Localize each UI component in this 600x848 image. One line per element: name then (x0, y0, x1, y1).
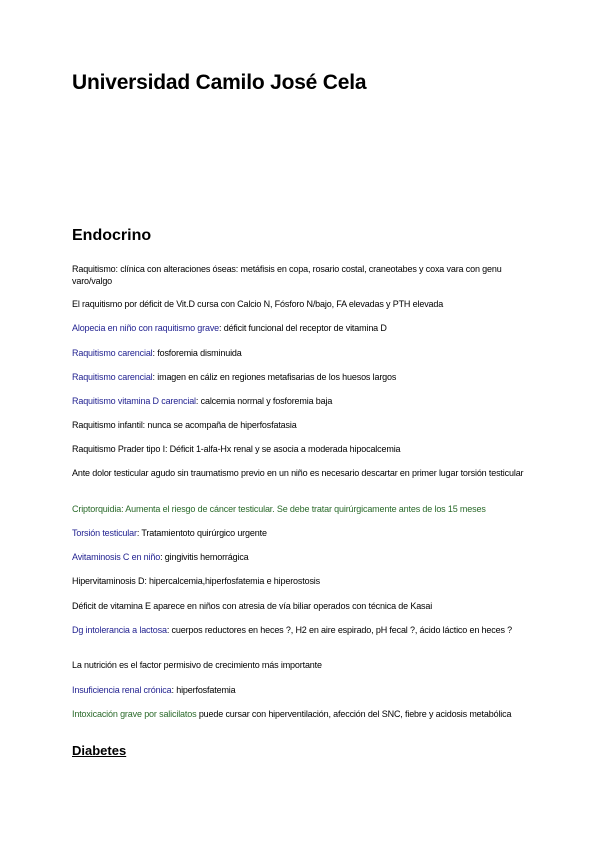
entry-text: : cuerpos reductores en heces ?, H2 en aire espirado, pH fecal ?, ácido láctico en heces ? (166, 625, 513, 635)
entry-lead: Intoxicación grave por salicilatos (72, 709, 197, 719)
list-item (72, 708, 528, 720)
entry-text: : gingivitis hemorrágica (160, 552, 249, 562)
list-item (72, 503, 528, 515)
entry-lead: Alopecia en niño con raquitismo grave (72, 323, 220, 333)
entry-lead: Insuficiencia renal crónica (72, 685, 172, 695)
list-item (72, 395, 528, 407)
entry-lead: Torsión testicular (72, 528, 137, 538)
entry-text: : hiperfosfatemia (171, 685, 236, 695)
entry-text: : fosforemia disminuida (152, 348, 242, 358)
page-title: Universidad Camilo José Cela (72, 71, 367, 94)
list-item (72, 347, 528, 359)
entry-text: Ante dolor testicular agudo sin traumatismo previo en un niño es necesario descartar en primer lugar torsión testicular (72, 468, 524, 478)
entry-text: Raquitismo Prader tipo I: Déficit 1-alfa-Hx renal y se asocia a moderada hipocalcemia (72, 444, 401, 454)
list-item (72, 263, 528, 287)
entry-text: Hipervitaminosis D: hipercalcemia,hiperfosfatemia e hiperostosis (72, 576, 321, 586)
list-item (72, 467, 528, 479)
list-item (72, 419, 528, 431)
entry-text: Raquitismo infantil: nunca se acompaña de hiperfosfatasia (72, 420, 297, 430)
entry-lead: Raquitismo carencial (72, 348, 153, 358)
entry-lead: Raquitismo vitamina D carencial (72, 396, 196, 406)
entry-lead: Raquitismo carencial (72, 372, 153, 382)
entry-lead: Avitaminosis C en niño (72, 552, 161, 562)
list-item (72, 684, 528, 696)
list-item (72, 322, 528, 334)
entry-text: : calcemia normal y fosforemia baja (195, 396, 333, 406)
section-heading: Endocrino (72, 227, 152, 244)
entry-text: Criptorquidia: Aumenta el riesgo de cáncer testicular. Se debe tratar quirúrgicamente antes de los 15 meses (72, 504, 486, 514)
entry-text: puede cursar con hiperventilación, afección del SNC, fiebre y acidosis metabólica (196, 709, 512, 719)
list-item (72, 575, 528, 587)
list-item (72, 371, 528, 383)
list-item (72, 443, 528, 455)
entry-text: : Tratamientoto quirúrgico urgente (136, 528, 267, 538)
entry-lead: Dg intolerancia a lactosa (72, 625, 167, 635)
entry-text: : déficit funcional del receptor de vitamina D (219, 323, 387, 333)
entry-text: El raquitismo por déficit de Vit.D cursa con Calcio N, Fósforo N/bajo, FA elevadas y PTH elevada (72, 299, 444, 309)
list-item (72, 624, 528, 636)
list-item (72, 298, 528, 310)
list-item (72, 551, 528, 563)
entry-text: Déficit de vitamina E aparece en niños con atresia de vía biliar operados con técnica de Kasai (72, 601, 433, 611)
entry-text: La nutrición es el factor permisivo de crecimiento más importante (72, 660, 322, 670)
entry-text: : imagen en cáliz en regiones metafisarias de los huesos largos (152, 372, 397, 382)
entry-text: Raquitismo: clínica con alteraciones óseas: metáfisis en copa, rosario costal, craneotabes y coxa vara con genu varo/valgo (72, 264, 502, 286)
list-item (72, 659, 528, 671)
list-item (72, 600, 528, 612)
subsection-heading: Diabetes (72, 743, 127, 758)
list-item (72, 527, 528, 539)
